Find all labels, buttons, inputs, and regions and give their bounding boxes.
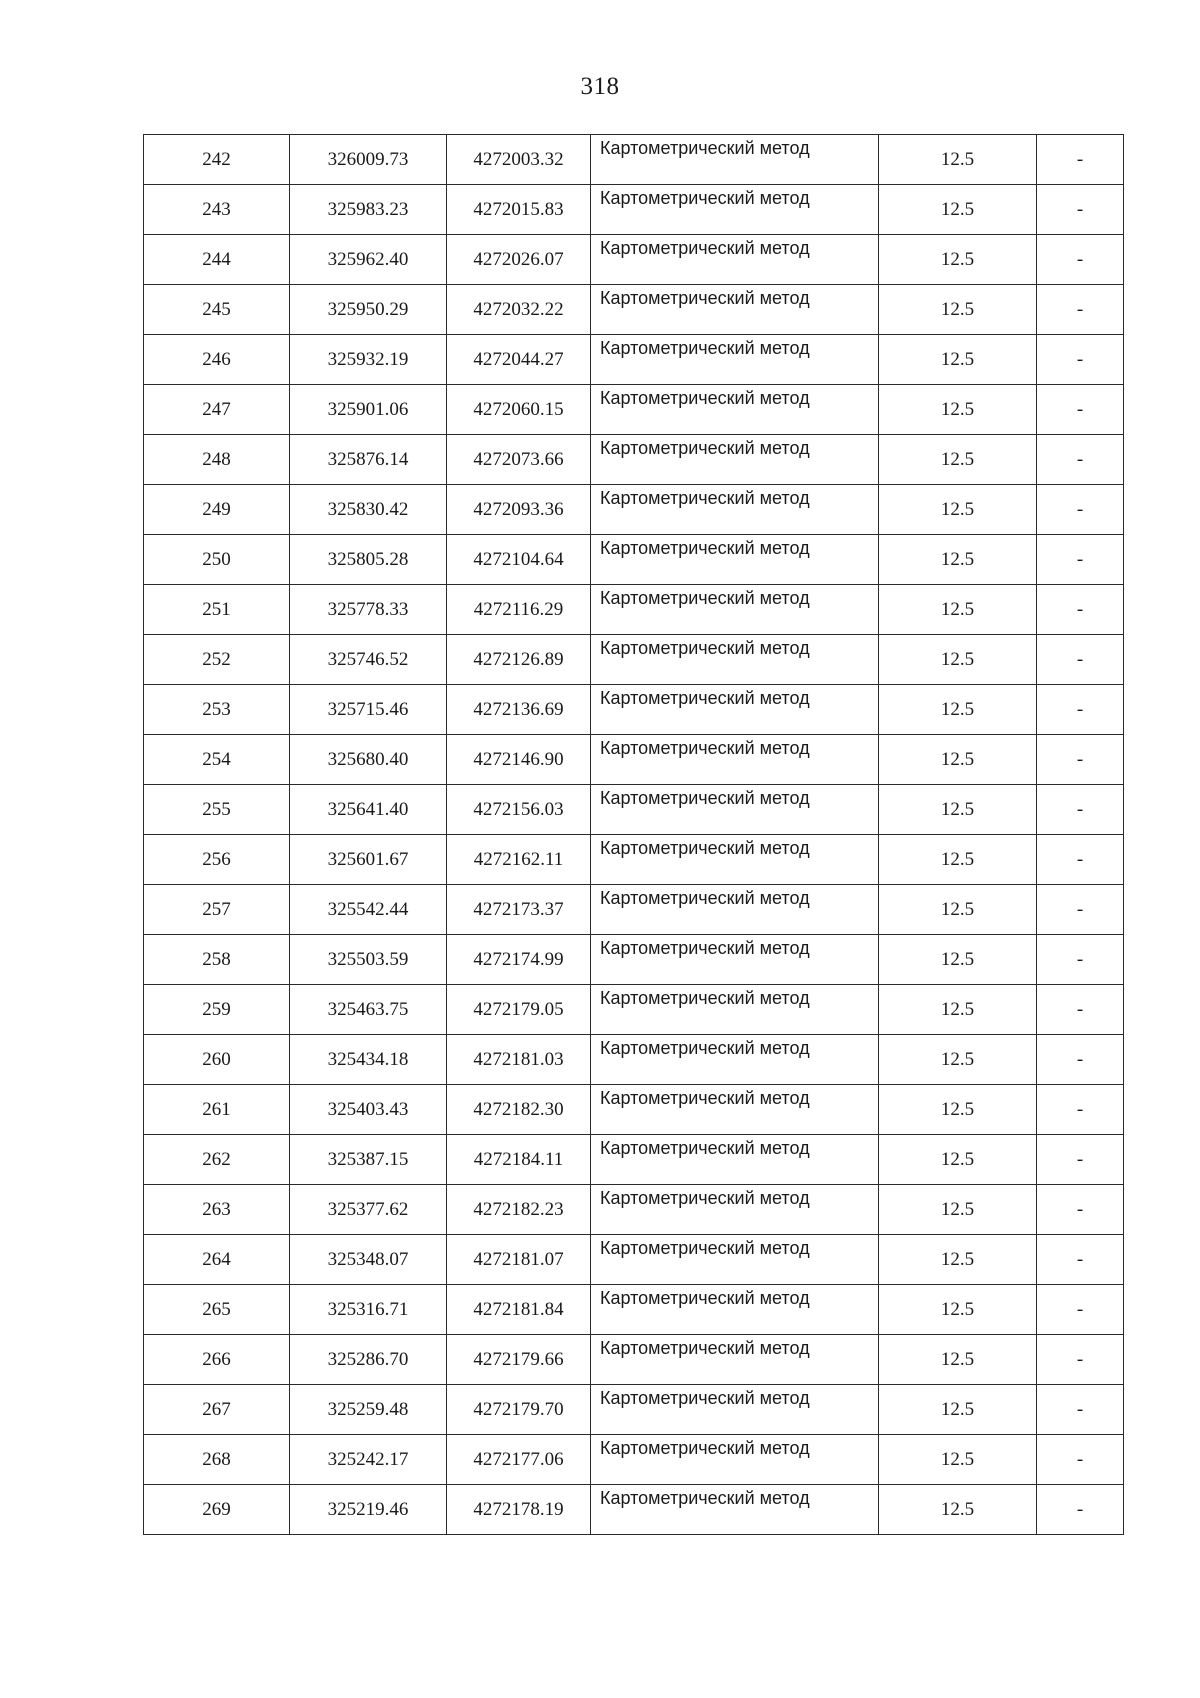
y-coordinate-cell: 4272026.07 [447, 235, 591, 285]
y-coordinate-cell: 4272126.89 [447, 635, 591, 685]
accuracy-cell: 12.5 [879, 1035, 1037, 1085]
note-cell: - [1037, 835, 1124, 885]
accuracy-cell: 12.5 [879, 1085, 1037, 1135]
table-row [144, 1485, 1124, 1535]
y-coordinate-cell: 4272181.07 [447, 1235, 591, 1285]
accuracy-cell: 12.5 [879, 935, 1037, 985]
point-number-cell: 267 [144, 1385, 290, 1435]
point-number-cell: 268 [144, 1435, 290, 1485]
x-coordinate-cell: 325680.40 [290, 735, 447, 785]
y-coordinate-cell: 4272136.69 [447, 685, 591, 735]
table-row [144, 1035, 1124, 1085]
table-row [144, 485, 1124, 535]
table-row [144, 1385, 1124, 1435]
table-row [144, 585, 1124, 635]
y-coordinate-cell: 4272156.03 [447, 785, 591, 835]
method-cell: Картометрический метод [591, 635, 879, 685]
point-number-cell: 245 [144, 285, 290, 335]
accuracy-cell: 12.5 [879, 585, 1037, 635]
accuracy-cell: 12.5 [879, 735, 1037, 785]
x-coordinate-cell: 325242.17 [290, 1435, 447, 1485]
method-cell: Картометрический метод [591, 585, 879, 635]
table-row [144, 935, 1124, 985]
accuracy-cell: 12.5 [879, 685, 1037, 735]
accuracy-cell: 12.5 [879, 135, 1037, 185]
x-coordinate-cell: 325403.43 [290, 1085, 447, 1135]
page-number: 318 [580, 73, 620, 100]
method-cell: Картометрический метод [591, 235, 879, 285]
y-coordinate-cell: 4272032.22 [447, 285, 591, 335]
y-coordinate-cell: 4272181.84 [447, 1285, 591, 1335]
note-cell: - [1037, 1335, 1124, 1385]
accuracy-cell: 12.5 [879, 485, 1037, 535]
note-cell: - [1037, 635, 1124, 685]
note-cell: - [1037, 1435, 1124, 1485]
method-cell: Картометрический метод [591, 1185, 879, 1235]
note-cell: - [1037, 335, 1124, 385]
accuracy-cell: 12.5 [879, 235, 1037, 285]
table-row [144, 885, 1124, 935]
note-cell: - [1037, 885, 1124, 935]
x-coordinate-cell: 326009.73 [290, 135, 447, 185]
x-coordinate-cell: 325805.28 [290, 535, 447, 585]
y-coordinate-cell: 4272044.27 [447, 335, 591, 385]
table-row [144, 785, 1124, 835]
y-coordinate-cell: 4272179.70 [447, 1385, 591, 1435]
accuracy-cell: 12.5 [879, 985, 1037, 1035]
note-cell: - [1037, 1135, 1124, 1185]
method-cell: Картометрический метод [591, 1285, 879, 1335]
method-cell: Картометрический метод [591, 485, 879, 535]
table-row [144, 635, 1124, 685]
method-cell: Картометрический метод [591, 1485, 879, 1535]
table-row [144, 335, 1124, 385]
note-cell: - [1037, 1085, 1124, 1135]
method-cell: Картометрический метод [591, 885, 879, 935]
table-row [144, 1235, 1124, 1285]
method-cell: Картометрический метод [591, 335, 879, 385]
accuracy-cell: 12.5 [879, 185, 1037, 235]
point-number-cell: 266 [144, 1335, 290, 1385]
point-number-cell: 256 [144, 835, 290, 885]
accuracy-cell: 12.5 [879, 285, 1037, 335]
note-cell: - [1037, 1185, 1124, 1235]
point-number-cell: 263 [144, 1185, 290, 1235]
x-coordinate-cell: 325715.46 [290, 685, 447, 735]
accuracy-cell: 12.5 [879, 1235, 1037, 1285]
point-number-cell: 246 [144, 335, 290, 385]
method-cell: Картометрический метод [591, 1085, 879, 1135]
x-coordinate-cell: 325387.15 [290, 1135, 447, 1185]
table-row [144, 1185, 1124, 1235]
x-coordinate-cell: 325542.44 [290, 885, 447, 935]
x-coordinate-cell: 325259.48 [290, 1385, 447, 1435]
y-coordinate-cell: 4272174.99 [447, 935, 591, 985]
method-cell: Картометрический метод [591, 1235, 879, 1285]
y-coordinate-cell: 4272093.36 [447, 485, 591, 535]
accuracy-cell: 12.5 [879, 1285, 1037, 1335]
x-coordinate-cell: 325983.23 [290, 185, 447, 235]
accuracy-cell: 12.5 [879, 535, 1037, 585]
point-number-cell: 260 [144, 1035, 290, 1085]
point-number-cell: 259 [144, 985, 290, 1035]
note-cell: - [1037, 1285, 1124, 1335]
x-coordinate-cell: 325901.06 [290, 385, 447, 435]
accuracy-cell: 12.5 [879, 1485, 1037, 1535]
accuracy-cell: 12.5 [879, 635, 1037, 685]
note-cell: - [1037, 435, 1124, 485]
point-number-cell: 254 [144, 735, 290, 785]
note-cell: - [1037, 685, 1124, 735]
point-number-cell: 252 [144, 635, 290, 685]
table-row [144, 1435, 1124, 1485]
accuracy-cell: 12.5 [879, 785, 1037, 835]
y-coordinate-cell: 4272146.90 [447, 735, 591, 785]
note-cell: - [1037, 1235, 1124, 1285]
y-coordinate-cell: 4272104.64 [447, 535, 591, 585]
x-coordinate-cell: 325348.07 [290, 1235, 447, 1285]
y-coordinate-cell: 4272182.23 [447, 1185, 591, 1235]
y-coordinate-cell: 4272162.11 [447, 835, 591, 885]
x-coordinate-cell: 325950.29 [290, 285, 447, 335]
method-cell: Картометрический метод [591, 1135, 879, 1185]
note-cell: - [1037, 135, 1124, 185]
point-number-cell: 253 [144, 685, 290, 735]
note-cell: - [1037, 185, 1124, 235]
y-coordinate-cell: 4272060.15 [447, 385, 591, 435]
table-row [144, 1085, 1124, 1135]
note-cell: - [1037, 985, 1124, 1035]
accuracy-cell: 12.5 [879, 1135, 1037, 1185]
point-number-cell: 261 [144, 1085, 290, 1135]
table-row [144, 235, 1124, 285]
x-coordinate-cell: 325463.75 [290, 985, 447, 1035]
table-row [144, 685, 1124, 735]
y-coordinate-cell: 4272073.66 [447, 435, 591, 485]
method-cell: Картометрический метод [591, 985, 879, 1035]
method-cell: Картометрический метод [591, 1035, 879, 1085]
table-row [144, 1285, 1124, 1335]
accuracy-cell: 12.5 [879, 1185, 1037, 1235]
method-cell: Картометрический метод [591, 1335, 879, 1385]
point-number-cell: 265 [144, 1285, 290, 1335]
point-number-cell: 249 [144, 485, 290, 535]
note-cell: - [1037, 1035, 1124, 1085]
note-cell: - [1037, 285, 1124, 335]
method-cell: Картометрический метод [591, 835, 879, 885]
point-number-cell: 247 [144, 385, 290, 435]
note-cell: - [1037, 235, 1124, 285]
method-cell: Картометрический метод [591, 435, 879, 485]
table-row [144, 285, 1124, 335]
x-coordinate-cell: 325503.59 [290, 935, 447, 985]
table-row [144, 385, 1124, 435]
point-number-cell: 251 [144, 585, 290, 635]
table-row [144, 985, 1124, 1035]
note-cell: - [1037, 535, 1124, 585]
point-number-cell: 244 [144, 235, 290, 285]
x-coordinate-cell: 325932.19 [290, 335, 447, 385]
y-coordinate-cell: 4272179.05 [447, 985, 591, 1035]
x-coordinate-cell: 325219.46 [290, 1485, 447, 1535]
method-cell: Картометрический метод [591, 1435, 879, 1485]
point-number-cell: 250 [144, 535, 290, 585]
table-row [144, 185, 1124, 235]
table-row [144, 1135, 1124, 1185]
x-coordinate-cell: 325316.71 [290, 1285, 447, 1335]
y-coordinate-cell: 4272003.32 [447, 135, 591, 185]
note-cell: - [1037, 385, 1124, 435]
y-coordinate-cell: 4272178.19 [447, 1485, 591, 1535]
table-row [144, 835, 1124, 885]
y-coordinate-cell: 4272116.29 [447, 585, 591, 635]
point-number-cell: 264 [144, 1235, 290, 1285]
note-cell: - [1037, 585, 1124, 635]
y-coordinate-cell: 4272184.11 [447, 1135, 591, 1185]
accuracy-cell: 12.5 [879, 335, 1037, 385]
coordinates-table [143, 134, 1124, 1535]
accuracy-cell: 12.5 [879, 1385, 1037, 1435]
method-cell: Картометрический метод [591, 535, 879, 585]
method-cell: Картометрический метод [591, 285, 879, 335]
y-coordinate-cell: 4272181.03 [447, 1035, 591, 1085]
y-coordinate-cell: 4272179.66 [447, 1335, 591, 1385]
table-row [144, 535, 1124, 585]
note-cell: - [1037, 1385, 1124, 1435]
note-cell: - [1037, 735, 1124, 785]
table-body [144, 135, 1124, 1535]
accuracy-cell: 12.5 [879, 1335, 1037, 1385]
point-number-cell: 242 [144, 135, 290, 185]
note-cell: - [1037, 935, 1124, 985]
accuracy-cell: 12.5 [879, 835, 1037, 885]
method-cell: Картометрический метод [591, 135, 879, 185]
note-cell: - [1037, 785, 1124, 835]
y-coordinate-cell: 4272015.83 [447, 185, 591, 235]
table-row [144, 435, 1124, 485]
table-row [144, 735, 1124, 785]
accuracy-cell: 12.5 [879, 385, 1037, 435]
x-coordinate-cell: 325641.40 [290, 785, 447, 835]
method-cell: Картометрический метод [591, 785, 879, 835]
method-cell: Картометрический метод [591, 185, 879, 235]
accuracy-cell: 12.5 [879, 885, 1037, 935]
note-cell: - [1037, 485, 1124, 535]
x-coordinate-cell: 325377.62 [290, 1185, 447, 1235]
point-number-cell: 257 [144, 885, 290, 935]
point-number-cell: 255 [144, 785, 290, 835]
point-number-cell: 258 [144, 935, 290, 985]
point-number-cell: 262 [144, 1135, 290, 1185]
x-coordinate-cell: 325876.14 [290, 435, 447, 485]
point-number-cell: 248 [144, 435, 290, 485]
note-cell: - [1037, 1485, 1124, 1535]
y-coordinate-cell: 4272173.37 [447, 885, 591, 935]
table-row [144, 1335, 1124, 1385]
x-coordinate-cell: 325286.70 [290, 1335, 447, 1385]
y-coordinate-cell: 4272177.06 [447, 1435, 591, 1485]
method-cell: Картометрический метод [591, 385, 879, 435]
x-coordinate-cell: 325962.40 [290, 235, 447, 285]
point-number-cell: 243 [144, 185, 290, 235]
method-cell: Картометрический метод [591, 685, 879, 735]
method-cell: Картометрический метод [591, 935, 879, 985]
table-row [144, 135, 1124, 185]
x-coordinate-cell: 325746.52 [290, 635, 447, 685]
x-coordinate-cell: 325778.33 [290, 585, 447, 635]
x-coordinate-cell: 325601.67 [290, 835, 447, 885]
x-coordinate-cell: 325434.18 [290, 1035, 447, 1085]
method-cell: Картометрический метод [591, 735, 879, 785]
x-coordinate-cell: 325830.42 [290, 485, 447, 535]
point-number-cell: 269 [144, 1485, 290, 1535]
y-coordinate-cell: 4272182.30 [447, 1085, 591, 1135]
accuracy-cell: 12.5 [879, 1435, 1037, 1485]
method-cell: Картометрический метод [591, 1385, 879, 1435]
accuracy-cell: 12.5 [879, 435, 1037, 485]
